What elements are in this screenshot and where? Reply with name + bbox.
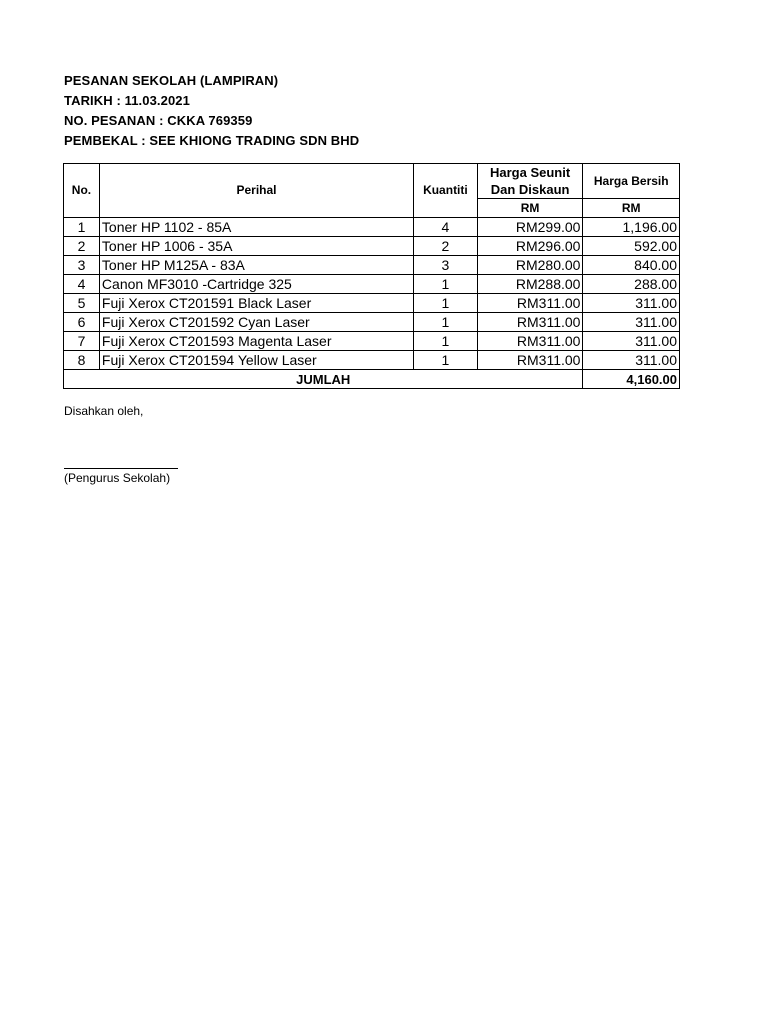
table-row [64,351,680,370]
signatory-role: (Pengurus Sekolah) [64,471,171,485]
cell-perihal: Fuji Xerox CT201591 Black Laser [99,294,413,313]
cell-harga-bersih: 311.00 [583,351,680,370]
cell-no: 4 [64,275,100,294]
cell-perihal: Toner HP 1006 - 35A [99,237,413,256]
signature-line [64,454,178,469]
table-header-row [64,164,680,199]
table-row [64,256,680,275]
col-header-perihal: Perihal [99,164,413,218]
cell-harga-seunit: RM288.00 [477,275,583,294]
cell-kuantiti: 1 [414,351,478,370]
table-row [64,313,680,332]
cell-harga-bersih: 592.00 [583,237,680,256]
cell-perihal: Fuji Xerox CT201593 Magenta Laser [99,332,413,351]
cell-no: 6 [64,313,100,332]
document-header [64,71,359,151]
total-label: JUMLAH [64,370,583,389]
cell-kuantiti: 1 [414,275,478,294]
cell-harga-seunit: RM296.00 [477,237,583,256]
order-number: NO. PESANAN : CKKA 769359 [64,113,253,128]
cell-harga-seunit: RM299.00 [477,218,583,237]
document-title: PESANAN SEKOLAH (LAMPIRAN) [64,73,279,88]
col-header-harga-bersih: Harga Bersih [583,164,680,199]
supplier-name: PEMBEKAL : SEE KHIONG TRADING SDN BHD [64,133,360,148]
total-row [64,370,680,389]
approval-text: Disahkan oleh, [64,404,144,418]
cell-no: 2 [64,237,100,256]
cell-perihal: Fuji Xerox CT201594 Yellow Laser [99,351,413,370]
cell-kuantiti: 1 [414,332,478,351]
cell-no: 5 [64,294,100,313]
cell-perihal: Toner HP 1102 - 85A [99,218,413,237]
unit-harga-seunit: RM [477,199,583,218]
cell-harga-bersih: 840.00 [583,256,680,275]
cell-harga-bersih: 311.00 [583,294,680,313]
cell-harga-bersih: 311.00 [583,313,680,332]
table-row [64,218,680,237]
cell-no: 8 [64,351,100,370]
cell-kuantiti: 2 [414,237,478,256]
cell-no: 1 [64,218,100,237]
cell-kuantiti: 4 [414,218,478,237]
document-date: TARIKH : 11.03.2021 [64,93,190,108]
cell-kuantiti: 1 [414,313,478,332]
cell-kuantiti: 1 [414,294,478,313]
cell-harga-bersih: 288.00 [583,275,680,294]
cell-harga-seunit: RM311.00 [477,294,583,313]
cell-no: 7 [64,332,100,351]
unit-harga-bersih: RM [583,199,680,218]
order-table [63,163,680,389]
cell-harga-bersih: 1,196.00 [583,218,680,237]
cell-harga-seunit: RM280.00 [477,256,583,275]
cell-perihal: Canon MF3010 -Cartridge 325 [99,275,413,294]
cell-harga-bersih: 311.00 [583,332,680,351]
table-row [64,275,680,294]
table-row [64,332,680,351]
col-header-kuantiti: Kuantiti [414,164,478,218]
cell-no: 3 [64,256,100,275]
table-row [64,294,680,313]
cell-perihal: Fuji Xerox CT201592 Cyan Laser [99,313,413,332]
cell-kuantiti: 3 [414,256,478,275]
cell-harga-seunit: RM311.00 [477,313,583,332]
col-header-no: No. [64,164,100,218]
table-row [64,237,680,256]
cell-harga-seunit: RM311.00 [477,351,583,370]
col-header-harga-seunit: Harga Seunit Dan Diskaun [477,164,583,199]
cell-perihal: Toner HP M125A - 83A [99,256,413,275]
cell-harga-seunit: RM311.00 [477,332,583,351]
total-value: 4,160.00 [583,370,680,389]
